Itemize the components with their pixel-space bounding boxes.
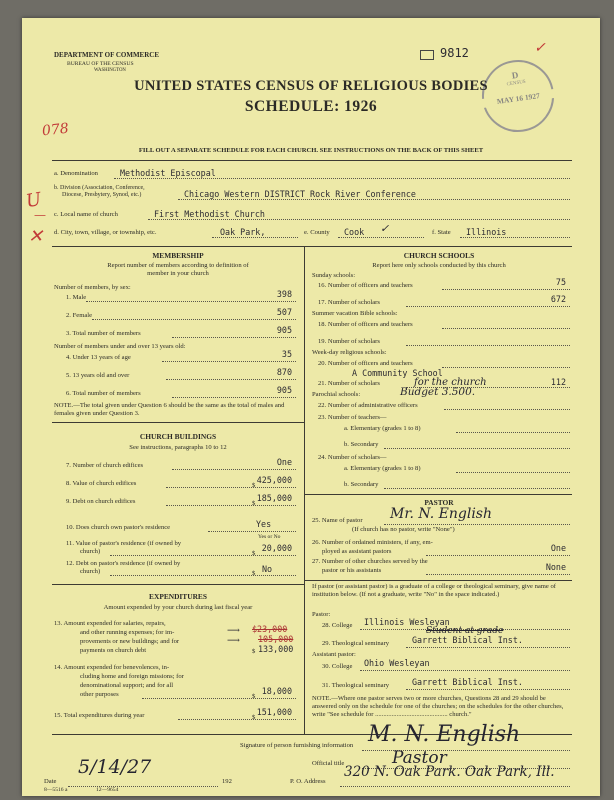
q29-label: 29. Theological seminary xyxy=(322,640,390,647)
q2-value: 507 xyxy=(212,307,292,317)
expenditures-heading: EXPENDITURES xyxy=(149,592,207,601)
pastor-note: NOTE.—Where one pastor serves two or more churches, Questions 28 and 29 should be answered only on the schedule for one of the churches; on the schedules for the other churches, write "See schedule for ............................................ church." xyxy=(312,695,564,718)
q15-dollar: $ xyxy=(252,714,256,721)
local-name-value: First Methodist Church xyxy=(154,209,265,219)
q13-arrow-2: ⟶ xyxy=(227,636,240,646)
parochial-schools-label: Parochial schools: xyxy=(312,391,361,398)
q8-dollar: $ xyxy=(252,482,256,489)
q27-label-1: 27. Number of other churches served by the xyxy=(312,558,428,565)
q21-label: 21. Number of scholars xyxy=(318,380,380,387)
q27-value: None xyxy=(545,562,566,572)
q17-label: 17. Number of scholars xyxy=(318,299,380,306)
state-value: Illinois xyxy=(466,227,507,237)
q19-label: 19. Number of scholars xyxy=(318,338,380,345)
vacation-schools-label: Summer vacation Bible schools: xyxy=(312,310,398,317)
margin-mark-x: ✕ xyxy=(28,226,44,247)
received-stamp xyxy=(477,55,558,136)
q13-label-2: and other running expenses; for im- xyxy=(80,629,175,636)
q12-value: No xyxy=(262,564,273,574)
q3-value: 905 xyxy=(212,325,292,335)
q14-label-3: denominational support; and for all xyxy=(80,682,174,689)
q25-value: Mr. N. English xyxy=(390,506,492,522)
denomination-value: Methodist Episcopal xyxy=(120,168,216,178)
yes-no-hint: Yes or No xyxy=(258,534,281,540)
q26-label-1: 26. Number of ordained ministers, if any, em- xyxy=(312,539,433,546)
q11-dollar: $ xyxy=(252,550,256,557)
q23a-label: a. Elementary (grades 1 to 8) xyxy=(344,425,421,432)
city-town-value: Oak Park, xyxy=(220,227,266,237)
q12-label-1: 12. Debt on pastor's residence (if owned by xyxy=(66,560,181,567)
membership-note: NOTE.—The total given under Question 6 should be the same as the total of males and females given under Question 3. xyxy=(54,402,285,417)
date-value: 5/14/27 xyxy=(78,756,152,778)
city-town-line xyxy=(212,237,298,238)
stamp-date: MAY 16 1927 xyxy=(480,89,557,108)
q16-label: 16. Number of officers and teachers xyxy=(318,282,413,289)
po-address-label: P. O. Address xyxy=(290,778,326,785)
signature-value: M. N. English xyxy=(368,722,521,747)
q14-label-4: other purposes xyxy=(80,691,119,698)
q31-value: Garrett Biblical Inst. xyxy=(412,677,523,687)
q14-label-1: 14. Amount expended for benevolences, in- xyxy=(54,664,170,671)
q30-value: Ohio Wesleyan xyxy=(364,658,430,668)
q26-label-2: ployed as assistant pastors xyxy=(322,548,392,555)
margin-mark-u: U xyxy=(24,188,43,213)
denomination-label: a. Denomination xyxy=(54,170,98,177)
parochial-note: Budget 3.500. xyxy=(400,386,476,398)
q15-value: 151,000 xyxy=(256,707,292,717)
form-title: UNITED STATES CENSUS OF RELIGIOUS BODIES xyxy=(134,78,488,94)
q22-label: 22. Number of administrative officers xyxy=(318,402,418,409)
q7-value: One xyxy=(212,457,292,467)
stamp-letter: D xyxy=(511,69,519,81)
county-check-mark: ✓ xyxy=(380,222,390,235)
q13-label-4: payments on church debt xyxy=(80,647,147,654)
q27-label-2: pastor or his assistants xyxy=(322,567,382,574)
q7-label: 7. Number of church edifices xyxy=(66,462,144,469)
q6-label: 6. Total number of members xyxy=(66,390,141,397)
q20-label: 20. Number of officers and teachers xyxy=(318,360,413,367)
q31-label: 31. Theological seminary xyxy=(322,682,390,689)
signature-label: Signature of person furnishing information xyxy=(240,742,354,749)
division-label-1: b. Division (Association, Conference, xyxy=(54,185,145,191)
form-number: 9812 xyxy=(440,46,469,60)
q28-value: Illinois Wesleyan xyxy=(364,617,450,627)
q30-label: 30. College xyxy=(322,663,353,670)
q13-label-1: 13. Amount expended for salaries, repairs, xyxy=(54,620,166,627)
q15-label: 15. Total expenditures during year xyxy=(54,712,145,719)
q21-note: for the church xyxy=(414,377,487,388)
main-top-rule xyxy=(52,246,572,247)
red-check-mark: ✓ xyxy=(534,40,546,56)
bureau-label: BUREAU OF THE CENSUS xyxy=(67,61,134,67)
q14-label-2: cluding home and foreign missions; for xyxy=(80,673,184,680)
buildings-heading: CHURCH BUILDINGS xyxy=(139,432,217,441)
column-divider xyxy=(304,246,305,734)
q24a-label: a. Elementary (grades 1 to 8) xyxy=(344,465,421,472)
form-code-2: 12—9654 xyxy=(96,787,119,793)
official-title-label: Official title xyxy=(312,760,345,767)
q23-label: 23. Number of teachers— xyxy=(318,414,387,421)
census-form xyxy=(22,18,600,796)
q9-label: 9. Debt on church edifices xyxy=(66,498,136,505)
q8-label: 8. Value of church edifices xyxy=(66,480,137,487)
date-year-suffix: 192 xyxy=(222,778,232,785)
q13-label-3: provements or new buildings; and for xyxy=(80,638,180,645)
header-divider xyxy=(52,160,572,161)
schools-sub: Report here only schools conducted by this church xyxy=(372,262,506,269)
q4-label: 4. Under 13 years of age xyxy=(66,354,131,361)
q29-struck-note: Student at grade xyxy=(426,626,504,636)
schools-heading: CHURCH SCHOOLS xyxy=(403,251,475,260)
pastor-sub-label: Pastor: xyxy=(312,611,331,618)
membership-sub-1: Report number of members according to definition of xyxy=(107,262,249,269)
po-address-value: 320 N. Oak Park. Oak Park, Ill. xyxy=(344,764,555,780)
q13-value-2: 105,000 xyxy=(258,634,294,644)
q13-value-1: $23,000 xyxy=(252,624,288,634)
q10-value: Yes xyxy=(256,519,272,529)
graduate-note: If pastor (or assistant pastor) is a graduate of a college or theological seminary, give name of institution below. (If not a graduate, write "No" in the space indicated.) xyxy=(312,583,557,598)
q6-value: 905 xyxy=(212,385,292,395)
form-code: 8—5516 a xyxy=(44,787,68,793)
q3-label: 3. Total number of members xyxy=(66,330,141,337)
buildings-sub: See instructions, paragraphs 10 to 12 xyxy=(129,444,227,451)
city-town-label: d. City, town, village, or township, etc. xyxy=(54,229,157,236)
state-line xyxy=(460,237,570,238)
q5-value: 870 xyxy=(212,367,292,377)
q14-value: 18,000 xyxy=(261,686,292,696)
q11-value: 20,000 xyxy=(261,543,292,553)
margin-mark-dash: — xyxy=(34,208,46,222)
expenditures-sub: Amount expended by your church during last fiscal year xyxy=(103,604,253,611)
q1-label: 1. Male xyxy=(66,294,87,301)
q17-value: 672 xyxy=(492,294,566,304)
q2-label: 2. Female xyxy=(66,312,93,319)
county-value: Cook xyxy=(344,227,365,237)
local-name-line xyxy=(148,219,570,220)
members-by-age-label: Number of members under and over 13 years old: xyxy=(54,343,186,350)
q9-dollar: $ xyxy=(252,500,256,507)
q13-value-3: 133,000 xyxy=(258,644,294,654)
members-by-sex-label: Number of members, by sex: xyxy=(54,284,131,291)
denomination-line xyxy=(114,178,570,179)
q11-label-1: 11. Value of pastor's residence (if owned by xyxy=(66,540,182,547)
city-label: WASHINGTON xyxy=(94,68,126,73)
county-label: e. County xyxy=(304,229,330,236)
q10-label: 10. Does church own pastor's residence xyxy=(66,524,171,531)
q21-value: 112 xyxy=(550,377,566,387)
q18-label: 18. Number of officers and teachers xyxy=(318,321,413,328)
q20-value: A Community School xyxy=(352,368,443,378)
q16-value: 75 xyxy=(492,277,566,287)
q29-value: Garrett Biblical Inst. xyxy=(412,635,523,645)
q24-label: 24. Number of scholars— xyxy=(318,454,387,461)
stamp-text: CENSUS xyxy=(506,79,527,88)
membership-heading: MEMBERSHIP xyxy=(152,251,204,260)
q1-value: 398 xyxy=(212,289,292,299)
membership-sub-2: member in your church xyxy=(147,270,209,277)
q25-note: (If church has no pastor, write "None") xyxy=(352,526,455,533)
state-label: f. State xyxy=(432,229,451,236)
q13-arrow-1: ⟶ xyxy=(227,626,240,636)
date-label: Date xyxy=(44,778,57,785)
q12-dollar: $ xyxy=(252,570,256,577)
q14-dollar: $ xyxy=(252,693,256,700)
division-label-2: Diocese, Presbytery, Synod, etc.) xyxy=(62,192,142,198)
official-title-value: Pastor xyxy=(392,748,447,768)
q25-label: 25. Name of pastor xyxy=(312,517,363,524)
margin-number: 078 xyxy=(41,120,70,140)
sunday-schools-label: Sunday schools: xyxy=(312,272,356,279)
q28-label: 28. College xyxy=(322,622,353,629)
q12-label-2: church) xyxy=(80,568,101,575)
q8-value: 425,000 xyxy=(256,475,292,485)
instruction-line: FILL OUT A SEPARATE SCHEDULE FOR EACH CHURCH. SEE INSTRUCTIONS ON THE BACK OF THIS SHEET xyxy=(138,147,484,154)
form-number-box xyxy=(420,50,434,60)
q26-value: One xyxy=(550,543,566,553)
q4-value: 35 xyxy=(212,349,292,359)
weekday-schools-label: Week-day religious schools: xyxy=(312,349,387,356)
q5-label: 5. 13 years old and over xyxy=(66,372,130,379)
division-value: Chicago Western DISTRICT Rock River Conference xyxy=(184,189,416,199)
q24b-label: b. Secondary xyxy=(344,481,379,488)
department-label: DEPARTMENT OF COMMERCE xyxy=(54,51,160,59)
q11-label-2: church) xyxy=(80,548,101,555)
form-subtitle: SCHEDULE: 1926 xyxy=(244,98,378,115)
q23b-label: b. Secondary xyxy=(344,441,379,448)
pastor-heading: PASTOR xyxy=(424,498,454,507)
q13-dollar: $ xyxy=(252,648,256,655)
county-line xyxy=(338,237,424,238)
division-line xyxy=(178,199,570,200)
assistant-pastor-label: Assistant pastor: xyxy=(312,651,356,658)
local-name-label: c. Local name of church xyxy=(54,211,118,218)
q9-value: 185,000 xyxy=(256,493,292,503)
